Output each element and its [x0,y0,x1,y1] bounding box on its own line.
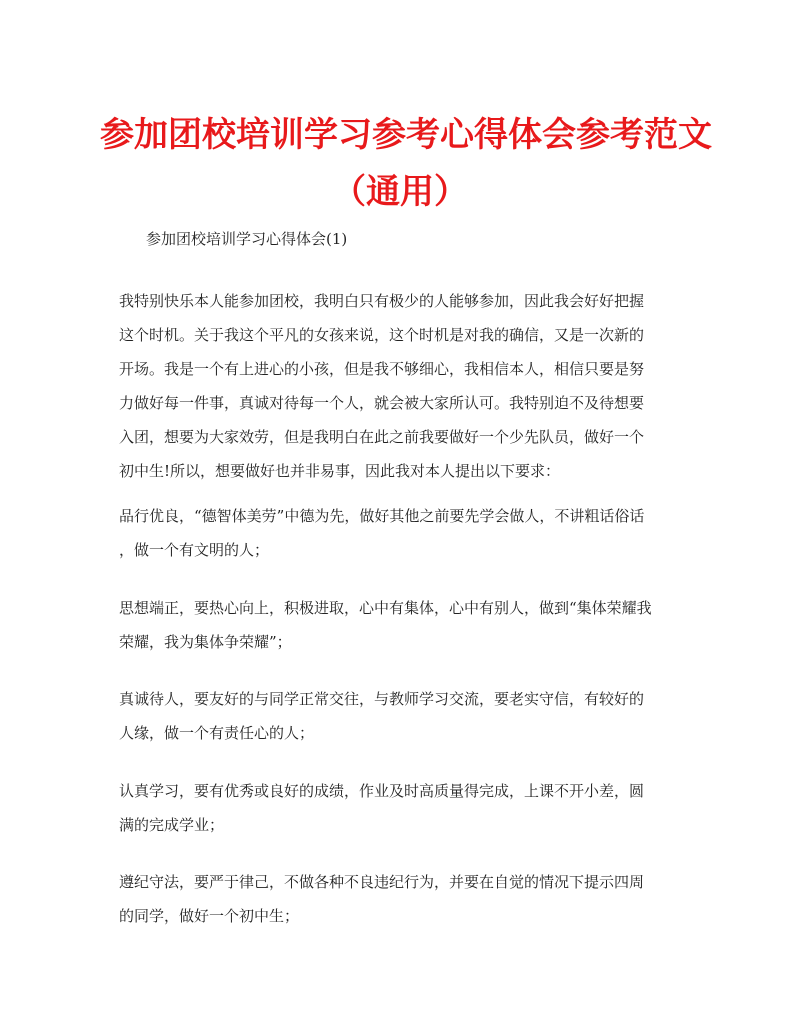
paragraph-line: 我特别快乐本人能参加团校，我明白只有极少的人能够参加，因此我会好好把握 [119,292,645,310]
paragraph-intro [119,284,644,488]
paragraph-moral-character [119,499,644,567]
paragraph-line: 认真学习，要有优秀或良好的成绩，作业及时高质量得完成，上课不开小差，圆 [119,782,645,800]
paragraph-line: 思想端正，要热心向上，积极进取，心中有集体，心中有别人，做到“集体荣耀我 [119,599,652,617]
paragraph-line: ，做一个有文明的人； [119,541,270,559]
paragraph-line: 品行优良，“德智体美劳”中德为先，做好其他之前要先学会做人，不讲粗话俗话 [119,507,645,525]
document-title-line-2: （通用） [332,172,468,212]
paragraph-study [119,774,644,842]
paragraph-discipline [119,865,644,933]
paragraph-line: 真诚待人，要友好的与同学正常交往，与教师学习交流，要老实守信，有较好的 [119,690,645,708]
paragraph-sincerity [119,682,644,750]
paragraph-line: 满的完成学业； [119,816,225,834]
paragraph-line: 力做好每一件事，真诚对待每一个人，就会被大家所认可。我特别迫不及待想要 [119,394,645,412]
document-title-line-1: 参加团校培训学习参考心得体会参考范文 [100,115,712,155]
paragraph-line: 荣耀，我为集体争荣耀”； [119,633,292,651]
paragraph-line: 遵纪守法，要严于律己，不做各种不良违纪行为，并要在自觉的情况下提示四周 [119,873,645,891]
paragraph-line: 开场。我是一个有上进心的小孩，但是我不够细心，我相信本人，相信只要是努 [119,360,645,378]
paragraph-line: 这个时机。关于我这个平凡的女孩来说，这个时机是对我的确信，又是一次新的 [119,326,645,344]
paragraph-line: 入团，想要为大家效劳，但是我明白在此之前我要做好一个少先队员，做好一个 [119,428,645,446]
paragraph-line: 初中生!所以，想要做好也并非易事，因此我对本人提出以下要求： [119,462,561,480]
paragraph-right-thinking [119,591,652,659]
paragraph-line: 人缘，做一个有责任心的人； [119,724,315,742]
section-heading: 参加团校培训学习心得体会(1) [146,230,348,248]
paragraph-line: 的同学，做好一个初中生； [119,907,300,925]
